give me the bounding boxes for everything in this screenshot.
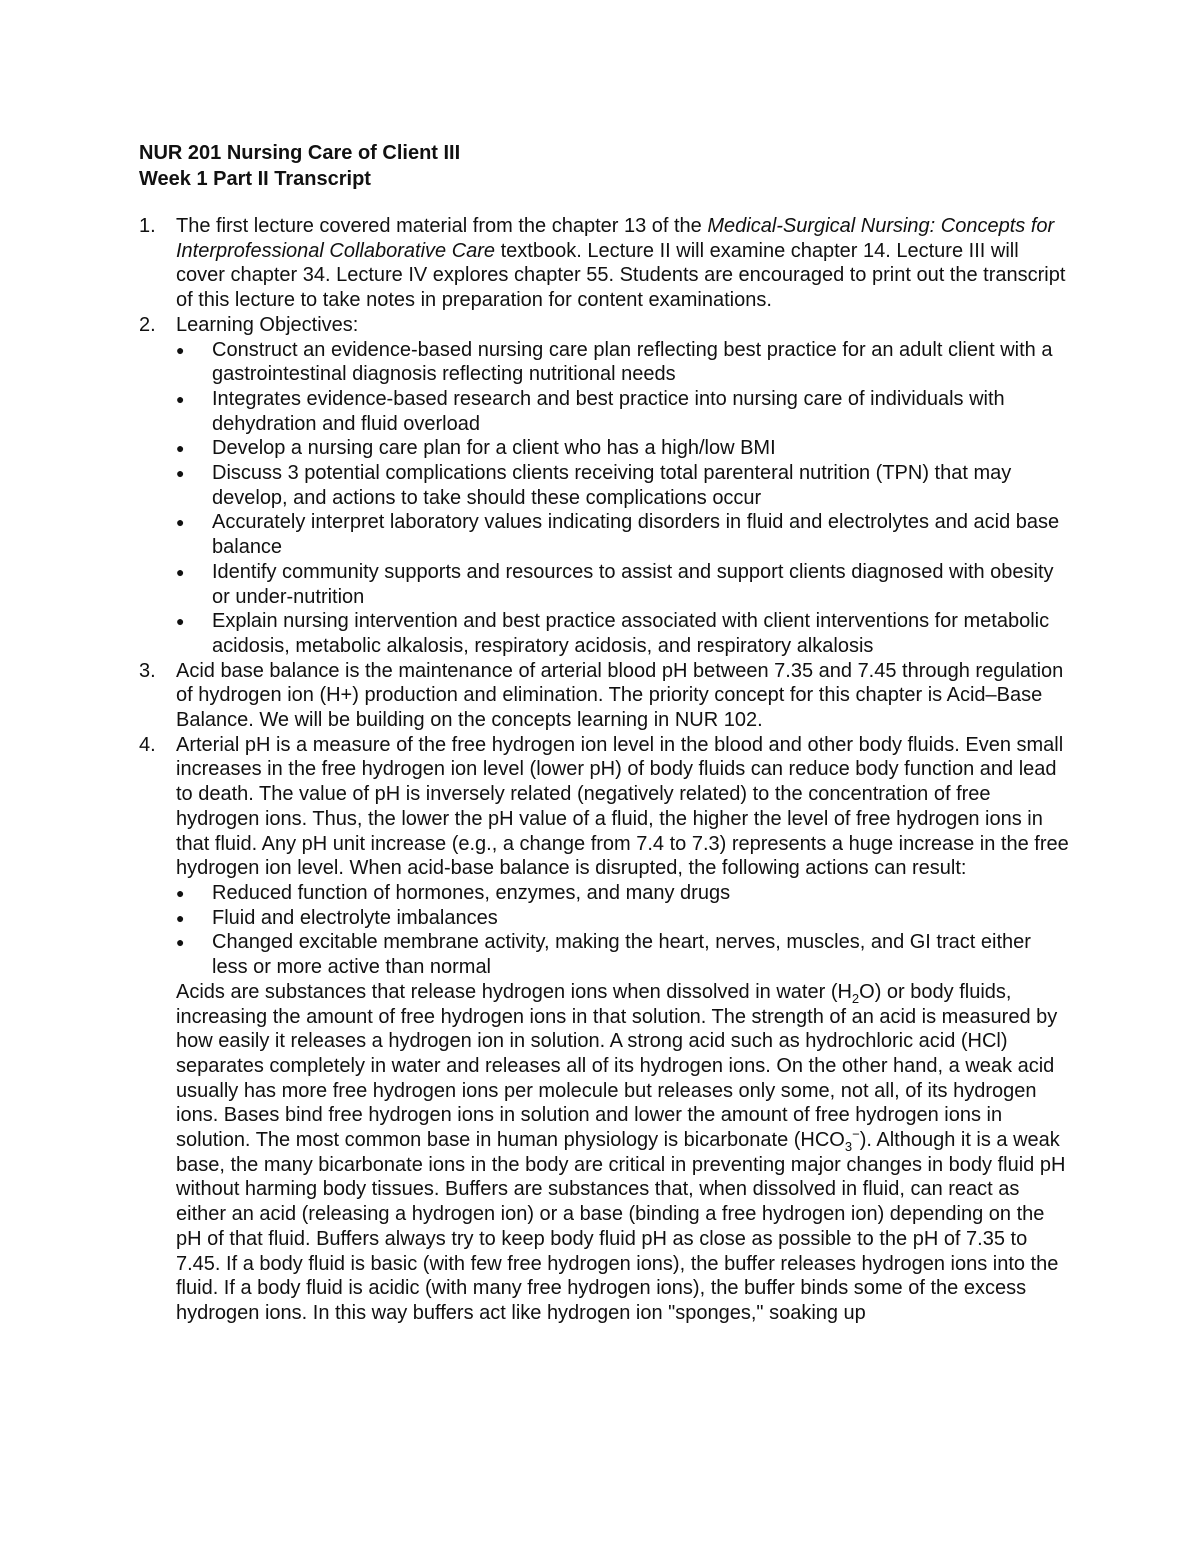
paragraph-text: Acids are substances that release hydrogen ions when dissolved in water (H bbox=[176, 980, 852, 1003]
title-block bbox=[139, 140, 1069, 192]
transcript-list bbox=[139, 214, 1069, 1326]
item-number: 4. bbox=[139, 733, 156, 756]
paragraph-text: ). Although it is a weak base, the many bicarbonate ions in the body are critical in preventing major changes in body fluid pH without harming body tissues. Buffers are substances that, when dissolved in fluid, can react as either an acid (releasing a hydrogen ion) or a base (binding a free hydrogen ion) depending on the pH of that fluid. Buffers always try to keep body fluid pH as close as possible to the pH of 7.35 to 7.45. If a body fluid is basic (with few free hydrogen ions), the buffer releases hydrogen ions into the fluid. If a body fluid is acidic (with many free hydrogen ions), the buffer binds some of the excess hydrogen ions. In this way buffers act like hydrogen ion "sponges," soaking up bbox=[176, 1129, 1066, 1324]
bullet-icon: ● bbox=[176, 884, 185, 901]
item-number: 1. bbox=[139, 215, 156, 237]
bullet-text: Changed excitable membrane activity, making the heart, nerves, muscles, and GI tract either less or more active than normal bbox=[212, 931, 1031, 979]
list-item-2 bbox=[139, 313, 1069, 659]
bullet-item bbox=[176, 906, 1069, 931]
bullet-item bbox=[176, 461, 1069, 510]
document-title: NUR 201 Nursing Care of Client III bbox=[139, 142, 461, 164]
list-item-1 bbox=[139, 214, 1069, 313]
bullet-icon: ● bbox=[176, 440, 185, 457]
paragraph-text: O) or body fluids, increasing the amount of free hydrogen ions in that solution. The strength of an acid is measured by how easily it releases a hydrogen ion in solution. A strong acid such as hydrochloric acid (HCl) separates completely in water and releases all of its hydrogen ions. On the other hand, a weak acid usually has more free hydrogen ions per molecule but releases only some, not all, of its hydrogen ions. Bases bind free hydrogen ions in solution and lower the amount of free hydrogen ions in solution. The most common base in human physiology is bicarbonate (HCO bbox=[176, 980, 1058, 1152]
objectives-list bbox=[176, 338, 1069, 659]
bullet-icon: ● bbox=[176, 514, 185, 531]
bullet-text: Fluid and electrolyte imbalances bbox=[212, 906, 498, 929]
bullet-text: Develop a nursing care plan for a client who has a high/low BMI bbox=[212, 437, 776, 460]
bullet-icon: ● bbox=[176, 613, 185, 630]
document-page bbox=[139, 140, 1069, 1326]
bullet-text: Reduced function of hormones, enzymes, and many drugs bbox=[212, 881, 731, 904]
bullet-item bbox=[176, 930, 1069, 979]
bullet-text: Explain nursing intervention and best practice associated with client interventions for metabolic acidosis, metabolic alkalosis, respiratory acidosis, and respiratory alkalosis bbox=[212, 610, 1050, 657]
bullet-item bbox=[176, 387, 1069, 436]
acids-bases-paragraph bbox=[176, 980, 1069, 1326]
bullet-item bbox=[176, 436, 1069, 461]
subscript: 2 bbox=[851, 990, 860, 1006]
bullet-icon: ● bbox=[176, 390, 185, 407]
bullet-item bbox=[176, 560, 1069, 609]
document-subtitle: Week 1 Part II Transcript bbox=[139, 168, 371, 190]
textbook-title: Medical-Surgical Nursing: Concepts for Interprofessional Collaborative Care bbox=[176, 215, 1055, 262]
bullet-text: Construct an evidence-based nursing care plan reflecting best practice for an adult client with a gastrointestinal diagnosis reflecting nutritional needs bbox=[212, 338, 1053, 386]
list-item-4 bbox=[139, 733, 1069, 1326]
item-number: 3. bbox=[139, 659, 156, 682]
bullet-icon: ● bbox=[176, 934, 185, 951]
bullet-item bbox=[176, 338, 1069, 387]
item-text: textbook. Lecture II will examine chapter 14. Lecture III will cover chapter 34. Lecture IV explores chapter 55. Students are encouraged to print out the transcript of this lecture to take notes in preparation for content examinations. bbox=[176, 239, 1066, 312]
bullet-text: Discuss 3 potential complications clients receiving total parenteral nutrition (TPN) that may develop, and actions to take should these complications occur bbox=[212, 462, 1012, 509]
bullet-icon: ● bbox=[176, 563, 185, 580]
bullet-item bbox=[176, 881, 1069, 906]
bullet-text: Identify community supports and resources to assist and support clients diagnosed with obesity or under-nutrition bbox=[212, 560, 1054, 608]
list-item-3 bbox=[139, 659, 1069, 733]
bullet-text: Integrates evidence-based research and best practice into nursing care of individuals with dehydration and fluid overload bbox=[212, 387, 1005, 435]
item-text: Learning Objectives: bbox=[176, 313, 359, 336]
item-text: Acid base balance is the maintenance of arterial blood pH between 7.35 and 7.45 through regulation of hydrogen ion (H+) production and elimination. The priority concept for this chapter is Acid–Base Balance. We will be building on the concepts learning in NUR 102. bbox=[176, 659, 1064, 732]
bullet-item bbox=[176, 609, 1069, 658]
bullet-item bbox=[176, 510, 1069, 559]
bullet-text: Accurately interpret laboratory values indicating disorders in fluid and electrolytes and acid base balance bbox=[212, 511, 1060, 559]
effects-list bbox=[176, 881, 1069, 980]
item-text: Arterial pH is a measure of the free hydrogen ion level in the blood and other body fluids. Even small increases in the free hydrogen ion level (lower pH) of body fluids can reduce body function and lead to death. The value of pH is inversely related (negatively related) to the concentration of free hydrogen ions. Thus, the lower the pH value of a fluid, the higher the level of free hydrogen ions in that fluid. Any pH unit increase (e.g., a change from 7.4 to 7.3) represents a huge increase in the free hydrogen ion level. When acid-base balance is disrupted, the following actions can result: bbox=[176, 733, 1069, 880]
superscript: − bbox=[852, 1126, 860, 1142]
bullet-icon: ● bbox=[176, 465, 185, 482]
item-text: The first lecture covered material from the chapter 13 of the bbox=[176, 215, 708, 237]
bullet-icon: ● bbox=[176, 341, 185, 358]
item-number: 2. bbox=[139, 313, 156, 336]
subscript: 3 bbox=[844, 1139, 853, 1155]
bullet-icon: ● bbox=[176, 909, 185, 926]
